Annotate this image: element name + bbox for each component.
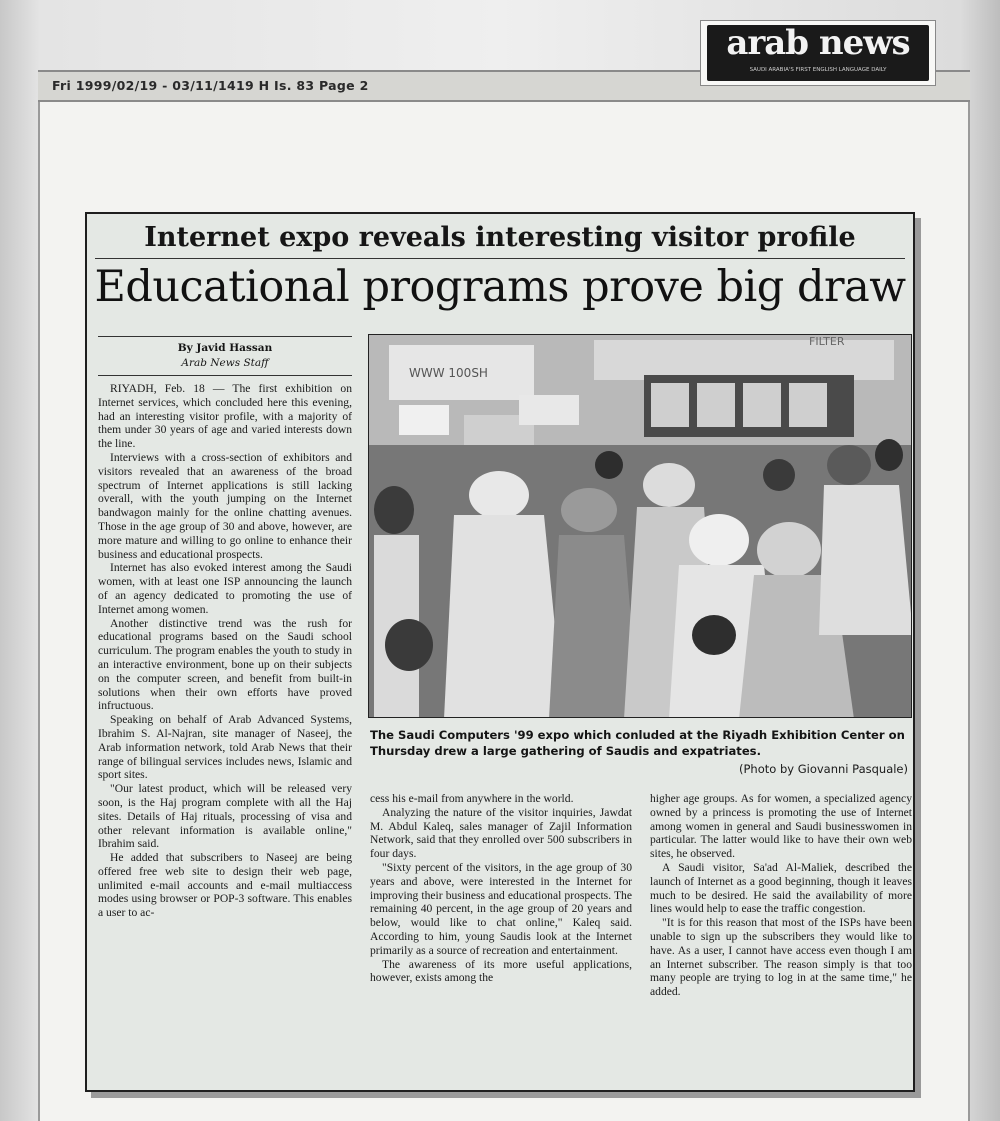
byline-top-rule xyxy=(98,336,352,337)
paragraph: "Our latest product, which will be released very soon, is the Haj program complete with all the Haj sites. Details of Haj rituals, processing of visa and other relevant information is available online," Ibrahim said. xyxy=(98,782,352,851)
article-headline: Educational programs prove big draw xyxy=(94,262,906,312)
paragraph: Speaking on behalf of Arab Advanced Systems, Ibrahim S. Al-Najran, site manager of Naseej, the Arab information network, told Arab News that their range of bilingual services includes news, Islamic and sport sites. xyxy=(98,713,352,782)
byline: By Javid Hassan xyxy=(177,342,273,354)
booth-sign-text: WWW 100SH xyxy=(409,366,488,380)
dateline: Fri 1999/02/19 - 03/11/1419 H Is. 83 Page 2 xyxy=(52,78,369,93)
masthead-logo xyxy=(700,20,936,86)
article-column-3 xyxy=(650,792,912,999)
paragraph: The awareness of its more useful applications, however, exists among the xyxy=(370,957,632,985)
paragraph: Internet has also evoked interest among the Saudi women, with at least one ISP announcing the launch of an agency dedicated to promoting the use of Internet among women. xyxy=(98,561,352,616)
booth-banner-text: FILTER xyxy=(809,335,845,348)
article-kicker: Internet expo reveals interesting visitor profile xyxy=(144,222,856,253)
paragraph: He added that subscribers to Naseej are being offered free web site to design their web page, unlimited e-mail accounts and e-mail multiaccess modes using browser or POP-3 software. This enables a user to ac- xyxy=(98,851,352,920)
paragraph: cess his e-mail from anywhere in the world. xyxy=(370,792,574,805)
photo-caption: The Saudi Computers '99 expo which conluded at the Riyadh Exhibition Center on Thursday drew a large gathering of Saudis and expatriates. xyxy=(370,728,905,758)
expo-photo xyxy=(368,334,912,718)
paragraph: Interviews with a cross-section of exhibitors and visitors revealed that an awareness of the broad spectrum of Internet applications is still lacking overall, with the youth jumping on the Internet bandwagon mainly for the online chatting avenues. Those in the age group of 30 and above, however, are more mature and willing to go online to enhance their business and educational prospects. xyxy=(98,450,352,561)
masthead-name: arab news xyxy=(726,25,910,63)
paragraph: "It is for this reason that most of the ISPs have been unable to sign up the subscribers they would like to have. As a user, I cannot have access even though I am an Internet subscriber. The reason simply is that too many people are trying to log in at the same time," he added. xyxy=(650,916,912,999)
paragraph: higher age groups. As for women, a specialized agency owned by a princess is promoting the use of Internet among women in general and Saudi businesswomen in particular. The latter would like to have their own web sites, he observed. xyxy=(650,792,912,861)
paragraph: Another distinctive trend was the rush for educational programs based on the Saudi school curriculum. The program enables the youth to study in an interactive environment, bone up on their subjects on the computer screen, and benefit from built-in solutions when their own efforts have proved infructuous. xyxy=(98,616,352,713)
paragraph: Analyzing the nature of the visitor inquiries, Jawdat M. Abdul Kaleq, sales manager of Zajil Information Network, said that they enrolled over 500 subscribers in four days. xyxy=(370,805,632,861)
article-column-2 xyxy=(370,792,632,985)
expo-photo-image xyxy=(369,335,912,718)
paragraph: RIYADH, Feb. 18 — The first exhibition on Internet services, which concluded here this evening, had an interesting visitor profile, with a majority of them under 30 years of age and varied interests down the line. xyxy=(98,382,352,451)
paragraph: A Saudi visitor, Sa'ad Al-Maliek, described the launch of Internet as a good beginning, though it leaves much to be desired. He said the availability of more lines would help to ease the traffic congestion. xyxy=(650,860,912,916)
article-column-1 xyxy=(98,382,352,920)
byline-staff: Arab News Staff xyxy=(181,357,269,369)
photo-credit: (Photo by Giovanni Pasquale) xyxy=(739,762,908,776)
headline-divider xyxy=(95,258,905,259)
paragraph: "Sixty percent of the visitors, in the age group of 30 years and above, were interested in the Internet for improving their business and educational prospects. The remaining 40 percent, in the age group of 20 years and below, would like to chat online," Kaleq said. According to him, young Saudis look at the Internet primarily as a source of recreation and entertainment. xyxy=(370,860,632,957)
byline-bottom-rule xyxy=(98,375,352,376)
masthead-plate xyxy=(707,25,929,81)
masthead-tagline: SAUDI ARABIA'S FIRST ENGLISH LANGUAGE DAILY xyxy=(749,67,887,73)
